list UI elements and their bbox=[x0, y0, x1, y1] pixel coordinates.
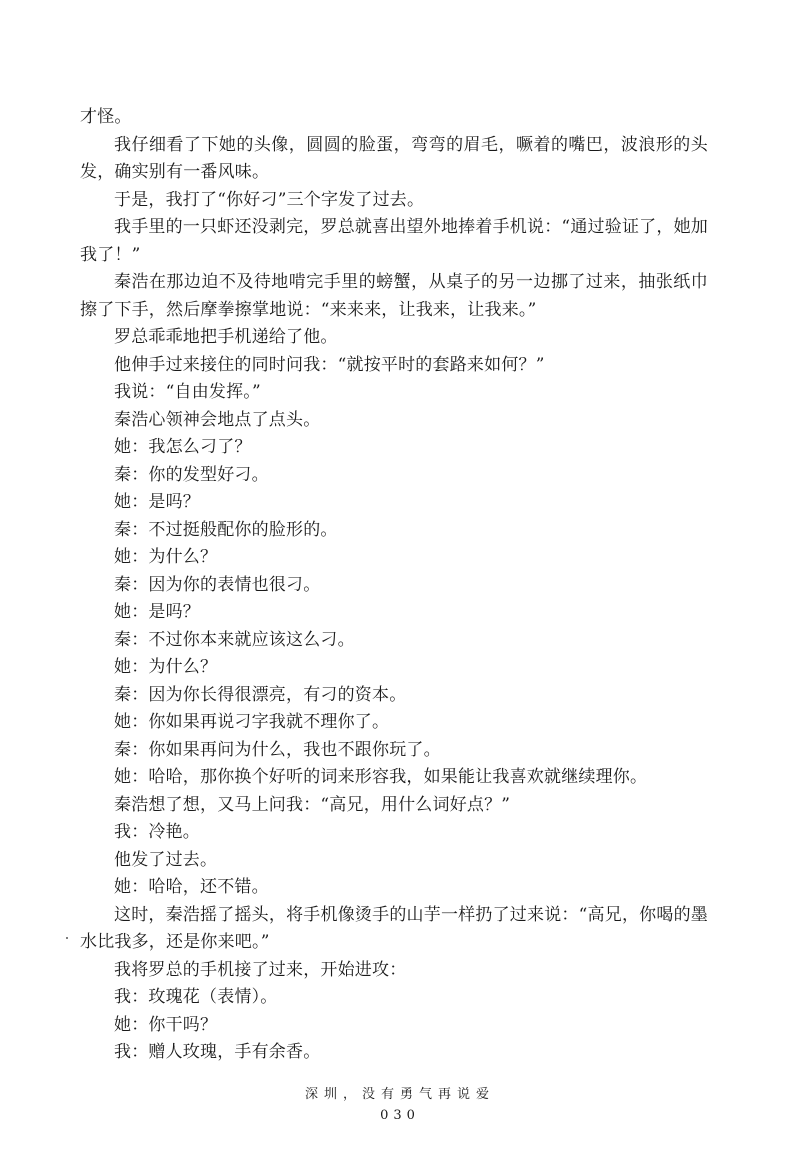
paragraph: 她：为什么？ bbox=[114, 547, 218, 567]
paragraph: 她：你干吗？ bbox=[114, 1014, 218, 1035]
paragraph: 她：为什么？ bbox=[114, 657, 218, 677]
paragraph: 秦：你的发型好刁。 bbox=[114, 464, 269, 485]
paragraph: 罗总乖乖地把手机递给了他。 bbox=[114, 327, 338, 347]
scan-speck bbox=[66, 937, 68, 939]
paragraph: 我：赠人玫瑰，手有余香。 bbox=[114, 1042, 321, 1062]
paragraph: 她：哈哈，还不错。 bbox=[114, 877, 269, 897]
paragraph: 秦浩想了想，又马上问我：“高兄，用什么词好点？” bbox=[114, 794, 511, 815]
paragraph: 秦：因为你长得很漂亮，有刁的资本。 bbox=[114, 684, 407, 705]
paragraph: 秦：你如果再问为什么，我也不跟你玩了。 bbox=[114, 739, 441, 760]
body-text bbox=[80, 104, 708, 1067]
running-footer-title: 深圳，没有勇气再说爱 bbox=[304, 1087, 495, 1102]
paragraph: 我说：“自由发挥。” bbox=[114, 382, 261, 402]
paragraph: 她：是吗？ bbox=[114, 492, 200, 512]
paragraph: 秦：不过挺般配你的脸形的。 bbox=[114, 519, 338, 540]
paragraph: 秦浩在那边迫不及待地啃完手里的螃蟹，从桌子的另一边挪了过来，抽张纸巾擦了下手，然后摩拳擦掌地说：“来来来，让我来，让我来。” bbox=[80, 272, 708, 320]
paragraph: 秦：不过你本来就应该这么刁。 bbox=[114, 629, 355, 650]
paragraph: 他伸手过来接住的同时问我：“就按平时的套路来如何？” bbox=[114, 354, 545, 375]
paragraph: 秦：因为你的表情也很刁。 bbox=[114, 574, 321, 595]
paragraph: 我仔细看了下她的头像，圆圆的脸蛋，弯弯的眉毛，噘着的嘴巴，波浪形的头发，确实别有一番风味。 bbox=[80, 134, 708, 182]
paragraph: 才怪。 bbox=[80, 107, 132, 127]
paragraph: 于是，我打了“你好刁”三个字发了过去。 bbox=[114, 189, 425, 210]
paragraph: 我：冷艳。 bbox=[114, 822, 200, 842]
paragraph: 我手里的一只虾还没剥完，罗总就喜出望外地捧着手机说：“通过验证了，她加我了！” bbox=[80, 217, 708, 265]
paragraph: 我将罗总的手机接了过来，开始进攻： bbox=[114, 959, 407, 980]
paragraph: 她：哈哈，那你换个好听的词来形容我，如果能让我喜欢就继续理你。 bbox=[114, 767, 648, 787]
paragraph: 秦浩心领神会地点了点头。 bbox=[114, 409, 321, 430]
paragraph: 她：你如果再说刁字我就不理你了。 bbox=[114, 712, 390, 732]
paragraph: 她：我怎么刁了？ bbox=[114, 437, 252, 457]
paragraph: 他发了过去。 bbox=[114, 849, 218, 870]
paragraph: 她：是吗？ bbox=[114, 602, 200, 622]
paragraph: 我：玫瑰花（表情）。 bbox=[114, 987, 278, 1007]
page-number: 030 bbox=[380, 1108, 420, 1123]
paragraph: 这时，秦浩摇了摇头，将手机像烫手的山芋一样扔了过来说：“高兄，你喝的墨水比我多，还是你来吧。” bbox=[80, 904, 708, 952]
